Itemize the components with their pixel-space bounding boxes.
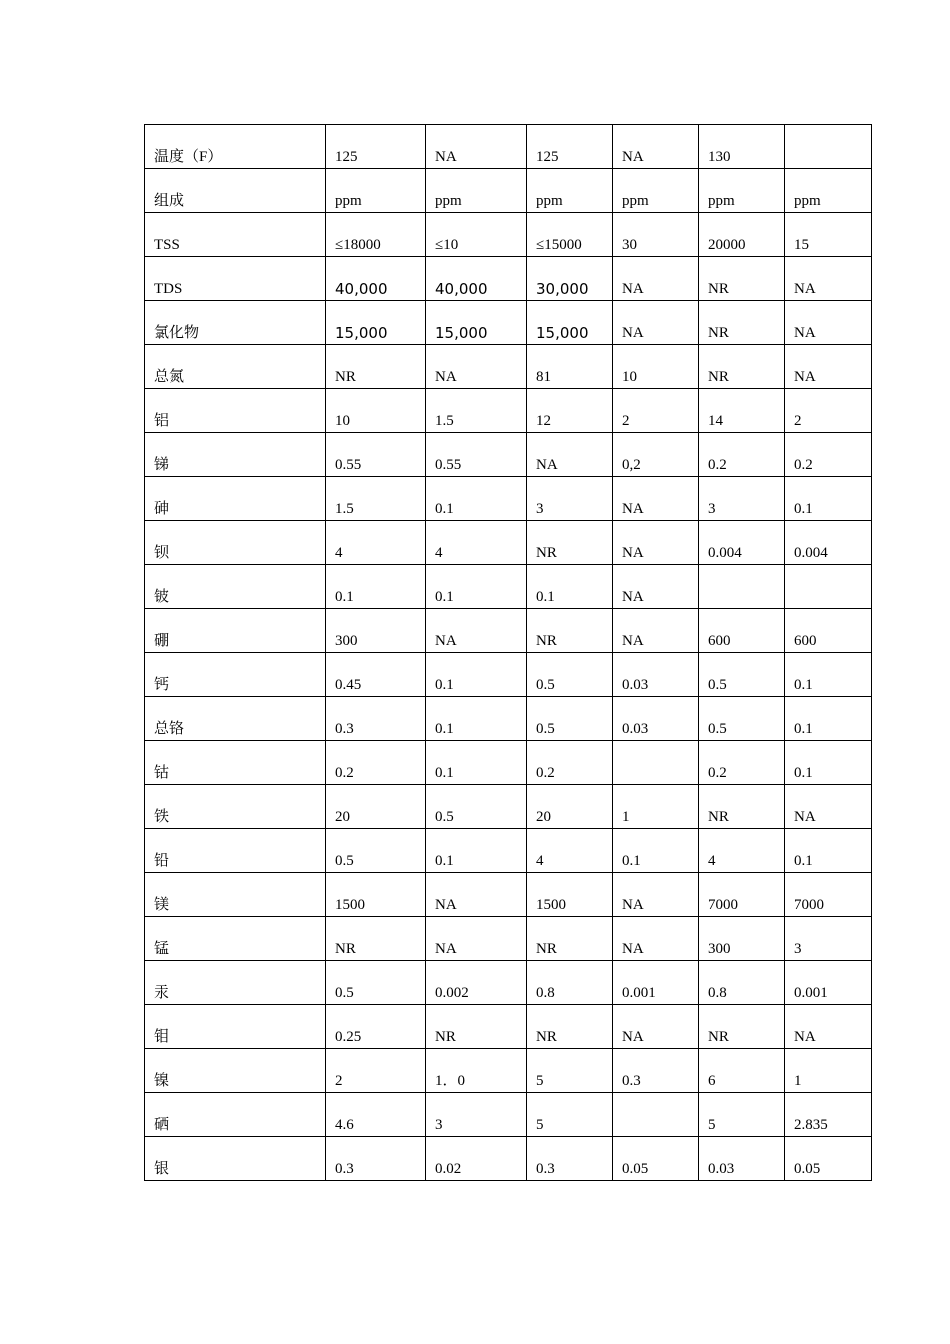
table-cell: 125 <box>527 125 613 169</box>
table-cell: 1 <box>613 785 699 829</box>
table-cell: NA <box>613 257 699 301</box>
table-cell: 1500 <box>326 873 426 917</box>
table-cell: 0.45 <box>326 653 426 697</box>
row-label: 硒 <box>145 1093 326 1137</box>
table-cell: 0.55 <box>326 433 426 477</box>
table-cell: NR <box>527 609 613 653</box>
row-label: 钼 <box>145 1005 326 1049</box>
table-cell: 3 <box>699 477 785 521</box>
table-cell: 30,000 <box>527 257 613 301</box>
table-body <box>145 125 872 1181</box>
table-cell <box>699 565 785 609</box>
table-cell: 15 <box>785 213 872 257</box>
table-row <box>145 213 872 257</box>
table-cell: 1.5 <box>426 389 527 433</box>
table-cell: NA <box>527 433 613 477</box>
table-cell: ppm <box>613 169 699 213</box>
table-cell: 300 <box>699 917 785 961</box>
table-cell: 0.1 <box>613 829 699 873</box>
table-cell: 0.3 <box>527 1137 613 1181</box>
table-row <box>145 961 872 1005</box>
table-cell: NR <box>527 917 613 961</box>
table-cell: 0.1 <box>426 741 527 785</box>
table-cell: 2 <box>326 1049 426 1093</box>
table-cell: ppm <box>426 169 527 213</box>
table-cell: NR <box>699 301 785 345</box>
table-row <box>145 301 872 345</box>
table-cell: 0.3 <box>326 697 426 741</box>
row-label: TSS <box>145 213 326 257</box>
table-row <box>145 1049 872 1093</box>
table-row <box>145 829 872 873</box>
row-label: 汞 <box>145 961 326 1005</box>
table-cell: 0.5 <box>699 653 785 697</box>
table-cell: 0.1 <box>426 477 527 521</box>
table-cell: 7000 <box>699 873 785 917</box>
table-cell: 40,000 <box>326 257 426 301</box>
row-label: 总铬 <box>145 697 326 741</box>
table-cell: 0.2 <box>699 741 785 785</box>
table-cell: 0.004 <box>699 521 785 565</box>
row-label: 银 <box>145 1137 326 1181</box>
table-cell: 0.001 <box>613 961 699 1005</box>
table-cell: 0.2 <box>527 741 613 785</box>
table-cell: 0.3 <box>613 1049 699 1093</box>
row-label: 温度（F） <box>145 125 326 169</box>
table-cell: 1.5 <box>326 477 426 521</box>
table-cell: 2.835 <box>785 1093 872 1137</box>
table-cell: 15,000 <box>527 301 613 345</box>
table-cell: NA <box>426 125 527 169</box>
table-row <box>145 1093 872 1137</box>
table-cell: 4 <box>326 521 426 565</box>
row-label: 铅 <box>145 829 326 873</box>
table-cell: 4 <box>699 829 785 873</box>
table-cell: NA <box>785 345 872 389</box>
table-cell: 4 <box>527 829 613 873</box>
table-cell: 0.1 <box>527 565 613 609</box>
table-cell: 0.1 <box>326 565 426 609</box>
table-cell: 2 <box>785 389 872 433</box>
row-label: 镁 <box>145 873 326 917</box>
table-cell: 0.8 <box>527 961 613 1005</box>
table-cell: NA <box>613 301 699 345</box>
table-cell: 30 <box>613 213 699 257</box>
table-cell <box>613 741 699 785</box>
table-cell: 0.5 <box>326 829 426 873</box>
table-cell: NA <box>613 521 699 565</box>
table-cell: 0.5 <box>527 653 613 697</box>
row-label: 锑 <box>145 433 326 477</box>
table-cell: 6 <box>699 1049 785 1093</box>
table-row <box>145 257 872 301</box>
table-row <box>145 653 872 697</box>
table-cell: 0.1 <box>426 829 527 873</box>
table-cell: 600 <box>699 609 785 653</box>
table-cell: NR <box>326 917 426 961</box>
table-cell: NA <box>426 873 527 917</box>
table-cell: NR <box>699 785 785 829</box>
table-row <box>145 609 872 653</box>
table-cell: NA <box>426 917 527 961</box>
table-cell: 10 <box>613 345 699 389</box>
table-cell: 0.5 <box>527 697 613 741</box>
table-cell: 0.2 <box>785 433 872 477</box>
table-cell: NR <box>699 345 785 389</box>
table-row <box>145 477 872 521</box>
table-cell: 0.05 <box>785 1137 872 1181</box>
table-cell: ≤15000 <box>527 213 613 257</box>
table-cell: NA <box>613 873 699 917</box>
table-cell: 1．0 <box>426 1049 527 1093</box>
table-cell: 20000 <box>699 213 785 257</box>
row-label: TDS <box>145 257 326 301</box>
table-cell: 20 <box>527 785 613 829</box>
table-cell: 0.2 <box>326 741 426 785</box>
table-cell: NR <box>699 1005 785 1049</box>
table-cell: 0.25 <box>326 1005 426 1049</box>
water-quality-table <box>144 124 872 1181</box>
table-cell <box>785 125 872 169</box>
table-cell: 3 <box>527 477 613 521</box>
table-cell: 4 <box>426 521 527 565</box>
row-label: 砷 <box>145 477 326 521</box>
table-cell: 0.1 <box>785 653 872 697</box>
table-cell: NA <box>785 257 872 301</box>
table-cell: 10 <box>326 389 426 433</box>
table-row <box>145 785 872 829</box>
table-row <box>145 873 872 917</box>
table-cell: NA <box>613 917 699 961</box>
table-cell: 15,000 <box>426 301 527 345</box>
table-cell: 12 <box>527 389 613 433</box>
table-cell: NR <box>527 1005 613 1049</box>
table-cell: NA <box>613 1005 699 1049</box>
row-label: 铍 <box>145 565 326 609</box>
row-label: 钙 <box>145 653 326 697</box>
table-cell: 0.02 <box>426 1137 527 1181</box>
table-cell: 15,000 <box>326 301 426 345</box>
table-cell: 0.8 <box>699 961 785 1005</box>
table-cell: NR <box>426 1005 527 1049</box>
row-label: 铁 <box>145 785 326 829</box>
table-row <box>145 697 872 741</box>
table-cell: 3 <box>785 917 872 961</box>
row-label: 总氮 <box>145 345 326 389</box>
table-cell: 0.03 <box>699 1137 785 1181</box>
table-cell: NA <box>613 477 699 521</box>
table-row <box>145 345 872 389</box>
table-cell: 2 <box>613 389 699 433</box>
table-cell: 125 <box>326 125 426 169</box>
row-label: 氯化物 <box>145 301 326 345</box>
table-cell: ppm <box>326 169 426 213</box>
table-row <box>145 169 872 213</box>
table-cell: 1500 <box>527 873 613 917</box>
table-cell: NA <box>426 609 527 653</box>
table-cell: 81 <box>527 345 613 389</box>
table-cell: 0.004 <box>785 521 872 565</box>
table-cell: NR <box>326 345 426 389</box>
table-cell: 0.3 <box>326 1137 426 1181</box>
table-cell: 0,2 <box>613 433 699 477</box>
table-row <box>145 389 872 433</box>
table-cell: 0.002 <box>426 961 527 1005</box>
table-cell: ppm <box>699 169 785 213</box>
row-label: 钴 <box>145 741 326 785</box>
table-cell: 0.1 <box>785 829 872 873</box>
table-cell: NA <box>426 345 527 389</box>
table-cell: 0.5 <box>699 697 785 741</box>
table-cell: ≤10 <box>426 213 527 257</box>
table-cell: 5 <box>699 1093 785 1137</box>
table-cell: 5 <box>527 1049 613 1093</box>
table-cell: 20 <box>326 785 426 829</box>
table-cell: 3 <box>426 1093 527 1137</box>
table-cell: 300 <box>326 609 426 653</box>
row-label: 镍 <box>145 1049 326 1093</box>
row-label: 硼 <box>145 609 326 653</box>
table-cell: 4.6 <box>326 1093 426 1137</box>
table-cell: NR <box>527 521 613 565</box>
table-cell: NA <box>785 785 872 829</box>
table-cell: 0.1 <box>426 697 527 741</box>
table-cell: 1 <box>785 1049 872 1093</box>
table-cell: ppm <box>785 169 872 213</box>
table-row <box>145 1137 872 1181</box>
table-cell: 130 <box>699 125 785 169</box>
table-row <box>145 125 872 169</box>
table-cell: 0.05 <box>613 1137 699 1181</box>
table-row <box>145 521 872 565</box>
row-label: 铝 <box>145 389 326 433</box>
table-cell: 0.1 <box>426 653 527 697</box>
table-cell: NA <box>613 125 699 169</box>
table-row <box>145 917 872 961</box>
table-cell: NA <box>613 565 699 609</box>
table-cell: 0.1 <box>785 741 872 785</box>
table-cell: NR <box>699 257 785 301</box>
table-row <box>145 1005 872 1049</box>
table-row <box>145 741 872 785</box>
table-cell: 0.1 <box>785 477 872 521</box>
table-cell: 0.03 <box>613 697 699 741</box>
table-row <box>145 565 872 609</box>
table-cell: ppm <box>527 169 613 213</box>
table-cell: 14 <box>699 389 785 433</box>
table-cell: 600 <box>785 609 872 653</box>
table-cell: ≤18000 <box>326 213 426 257</box>
table-cell: NA <box>613 609 699 653</box>
table-cell: 7000 <box>785 873 872 917</box>
table-cell: 0.55 <box>426 433 527 477</box>
table-cell <box>785 565 872 609</box>
table-cell: 0.1 <box>785 697 872 741</box>
row-label: 锰 <box>145 917 326 961</box>
row-label: 钡 <box>145 521 326 565</box>
table-row <box>145 433 872 477</box>
table-cell: 5 <box>527 1093 613 1137</box>
table-cell: 0.001 <box>785 961 872 1005</box>
table-cell: 0.5 <box>326 961 426 1005</box>
table-cell: NA <box>785 301 872 345</box>
row-label: 组成 <box>145 169 326 213</box>
table-cell: 0.03 <box>613 653 699 697</box>
table-cell <box>613 1093 699 1137</box>
table-cell: 0.1 <box>426 565 527 609</box>
table-cell: 0.2 <box>699 433 785 477</box>
table-cell: 0.5 <box>426 785 527 829</box>
table-cell: NA <box>785 1005 872 1049</box>
table-cell: 40,000 <box>426 257 527 301</box>
